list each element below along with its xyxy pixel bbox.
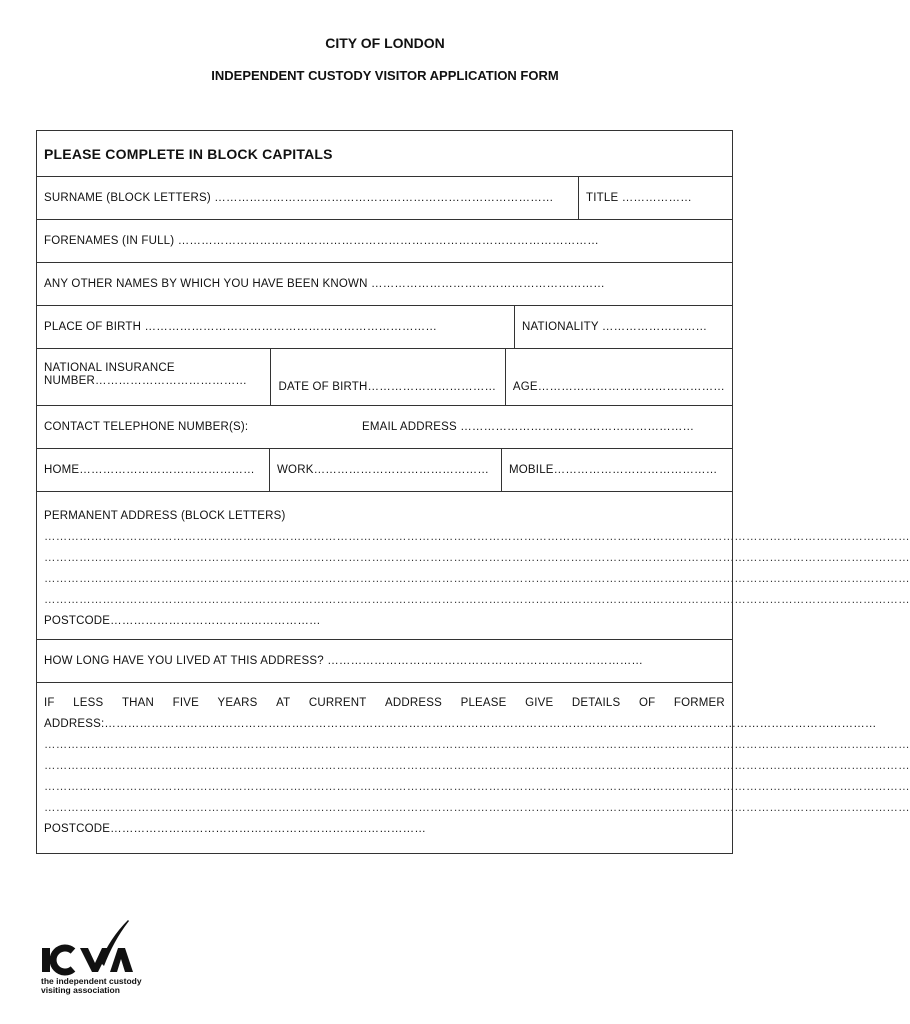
contact-row xyxy=(37,406,732,449)
surname-field[interactable]: SURNAME (BLOCK LETTERS) …………………………………………………………………………… xyxy=(44,192,554,204)
address-line[interactable]: …………………………………………………………………………………………………………………………………………………………………………………………………… xyxy=(44,552,910,564)
instruction-word: OF xyxy=(638,697,656,709)
instruction-word: THAN xyxy=(121,697,155,709)
former-address-field[interactable] xyxy=(37,683,910,853)
place-of-birth-field[interactable]: PLACE OF BIRTH ………………………………………………………………… xyxy=(44,321,438,333)
surname-row xyxy=(37,177,732,220)
instruction-word: GIVE xyxy=(525,697,554,709)
mobile-phone-field[interactable]: MOBILE…………………………………… xyxy=(501,449,732,491)
form-heading: PLEASE COMPLETE IN BLOCK CAPITALS xyxy=(44,145,333,162)
instruction-word: LESS xyxy=(73,697,104,709)
instruction-word: AT xyxy=(276,697,291,709)
ni-row xyxy=(37,349,732,406)
ni-label-line1: NATIONAL INSURANCE xyxy=(44,362,175,374)
address-line[interactable]: …………………………………………………………………………………………………………………………………………………………………………………………………… xyxy=(44,781,910,793)
page-title: CITY OF LONDON xyxy=(325,35,445,51)
address-line[interactable]: …………………………………………………………………………………………………………………………………………………………………………………………………… xyxy=(44,760,910,772)
other-names-field[interactable]: ANY OTHER NAMES BY WHICH YOU HAVE BEEN KNOWN …………………………………………………… xyxy=(44,278,606,290)
instruction-word: DETAILS xyxy=(571,697,621,709)
address-line[interactable]: …………………………………………………………………………………………………………………………………………………………………………………………………… xyxy=(44,594,910,606)
former-address-row xyxy=(37,683,910,853)
contact-phone-label: CONTACT TELEPHONE NUMBER(S): xyxy=(44,421,249,433)
permanent-address-row xyxy=(37,492,910,640)
instruction-word: YEARS xyxy=(217,697,258,709)
address-line[interactable]: …………………………………………………………………………………………………………………………………………………………………………………………………… xyxy=(44,573,910,585)
postcode-field[interactable]: POSTCODE……………………………………………… xyxy=(44,615,321,627)
instruction-word: ADDRESS xyxy=(385,697,443,709)
other-names-row xyxy=(37,263,732,306)
former-address-instruction xyxy=(44,693,725,714)
age-field[interactable]: AGE………………………………………… xyxy=(505,349,732,405)
instruction-word: FORMER xyxy=(673,697,725,709)
forenames-row xyxy=(37,220,732,263)
ni-label-line2: NUMBER………………………………… xyxy=(44,375,248,387)
application-form xyxy=(36,130,910,854)
work-phone-field[interactable]: WORK……………………………………… xyxy=(269,449,501,491)
home-phone-field[interactable]: HOME……………………………………… xyxy=(44,464,255,476)
former-address-line[interactable]: ADDRESS:……………………………………………………………………………………………………………………………………………………………………………… xyxy=(44,718,877,730)
ni-number-field[interactable] xyxy=(37,349,270,405)
title-field[interactable]: TITLE ……………… xyxy=(578,177,732,219)
nationality-field[interactable]: NATIONALITY ……………………… xyxy=(514,306,732,348)
logo-tagline xyxy=(41,977,142,995)
address-line[interactable]: …………………………………………………………………………………………………………………………………………………………………………………………………… xyxy=(44,802,910,814)
address-line[interactable]: …………………………………………………………………………………………………………………………………………………………………………………………………… xyxy=(44,531,910,543)
instruction-word: CURRENT xyxy=(308,697,367,709)
logo-tagline-line1: the independent custody xyxy=(41,976,142,986)
forenames-field[interactable]: FORENAMES (IN FULL) ……………………………………………………………………………………………… xyxy=(44,235,599,247)
phone-row xyxy=(37,449,732,492)
form-title: INDEPENDENT CUSTODY VISITOR APPLICATION FORM xyxy=(211,68,559,83)
address-line[interactable]: …………………………………………………………………………………………………………………………………………………………………………………………………… xyxy=(44,739,910,751)
how-long-field[interactable]: HOW LONG HAVE YOU LIVED AT THIS ADDRESS? ……………………………………………………………………… xyxy=(44,655,644,667)
instruction-word: FIVE xyxy=(172,697,199,709)
logo-tagline-line2: visiting association xyxy=(41,985,120,995)
how-long-row xyxy=(37,640,732,683)
permanent-address-field[interactable] xyxy=(37,492,910,639)
instruction-word: PLEASE xyxy=(460,697,507,709)
date-of-birth-field[interactable]: DATE OF BIRTH…………………………… xyxy=(270,349,504,405)
postcode-field[interactable]: POSTCODE……………………………………………………………………… xyxy=(44,823,427,835)
birth-row xyxy=(37,306,732,349)
instruction-word: IF xyxy=(44,697,55,709)
form-heading-row xyxy=(37,131,732,177)
email-field[interactable]: EMAIL ADDRESS …………………………………………………… xyxy=(362,421,695,433)
permanent-address-label: PERMANENT ADDRESS (BLOCK LETTERS) xyxy=(44,510,286,522)
